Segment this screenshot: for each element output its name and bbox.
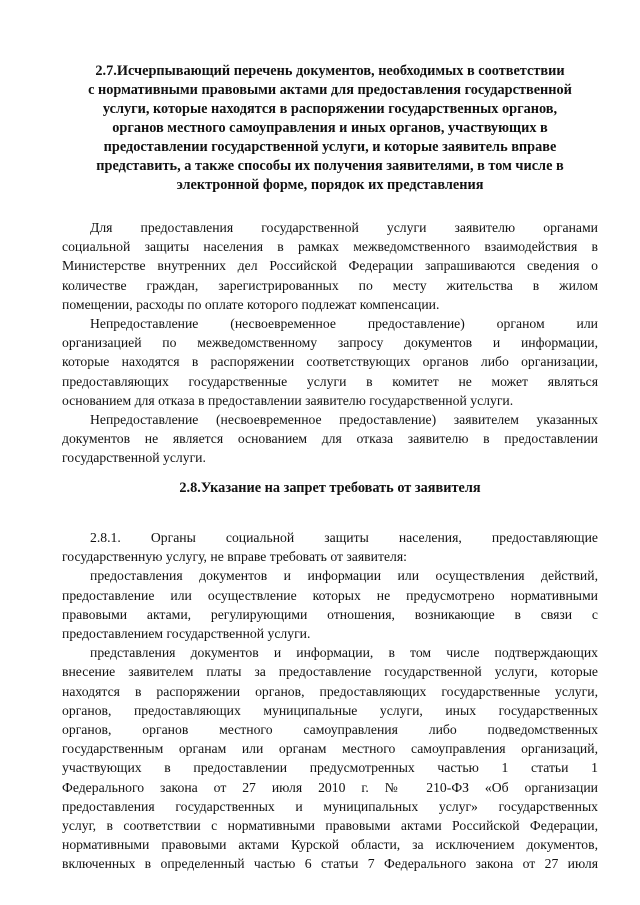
- text-line: государственным органам или органам местного самоуправления организаций,: [62, 741, 598, 757]
- text-line: которые находятся в распоряжении соответствующих органов либо организации,: [62, 354, 598, 370]
- text-line: социальной защиты населения в рамках межведомственного взаимодействия в: [62, 239, 598, 255]
- heading-line: 2.7.Исчерпывающий перечень документов, необходимых в соответствии: [95, 63, 565, 79]
- text-line: количестве граждан, зарегистрированных по месту жительства в жилом: [62, 277, 598, 293]
- paragraph: [62, 410, 598, 468]
- text-line: основанием для отказа в предоставлении заявителю государственной услуги.: [62, 392, 514, 408]
- text-line: предоставления документов и информации или осуществления действий,: [90, 568, 598, 584]
- text-line: организацией по межведомственному запросу документов и информации,: [62, 335, 598, 351]
- heading-line: 2.8.Указание на запрет требовать от заявителя: [179, 480, 481, 496]
- text-line: правовыми актами, регулирующими отношения, возникающие в связи с: [62, 606, 598, 622]
- heading-line: предоставлении государственной услуги, и которые заявитель вправе: [103, 139, 557, 155]
- text-line: Непредоставление (несвоевременное предоставление) заявителем указанных: [90, 412, 598, 428]
- paragraph: [62, 643, 598, 873]
- text-line: предоставления государственных и муниципальных услуг» государственных: [62, 798, 598, 814]
- text-line: представления документов и информации, в том числе подтверждающих: [90, 645, 598, 661]
- text-line: государственной услуги.: [62, 450, 206, 466]
- text-line: Для предоставления государственной услуги заявителю органами: [90, 220, 598, 235]
- text-line: предоставляющих государственные услуги в комитет не может являться: [62, 373, 598, 389]
- text-line: услуг, в соответствии с нормативными правовыми актами Российской Федерации,: [62, 818, 598, 834]
- heading-line: электронной форме, порядок их представления: [176, 177, 484, 193]
- text-line: помещении, расходы по оплате которого подлежат компенсации.: [62, 296, 440, 312]
- text-line: Федерального закона от 27 июля 2010 г. № 210-ФЗ «Об организации: [62, 779, 598, 795]
- text-line: предоставлением государственной услуги.: [62, 626, 311, 642]
- heading-line: представить, а также способы их получения заявителями, в том числе в: [96, 158, 564, 174]
- section-2-7-heading: [62, 62, 598, 195]
- text-line: Непредоставление (несвоевременное предоставление) органом или: [90, 316, 598, 332]
- text-line: органов, органов местного самоуправления либо подведомственных: [62, 722, 598, 738]
- section-2-8-heading: [62, 479, 598, 498]
- text-line: органов, предоставляющих муниципальные услуги, иных государственных: [62, 702, 598, 718]
- section-2-8-body: [62, 528, 598, 874]
- heading-line: с нормативными правовыми актами для предоставления государственной: [88, 82, 572, 98]
- text-line: 2.8.1. Органы социальной защиты населения, предоставляющие: [90, 530, 598, 545]
- text-line: внесение заявителем платы за предоставление государственной услуги, которые: [62, 664, 598, 680]
- text-line: находятся в распоряжении органов, предоставляющих государственные услуги,: [62, 683, 598, 699]
- text-line: Министерстве внутренних дел Российской Федерации запрашиваются сведения о: [62, 258, 598, 274]
- text-line: документов не является основанием для отказа заявителю в предоставлении: [62, 431, 598, 447]
- section-2-7-body: [62, 218, 598, 468]
- text-line: включенных в определенный частью 6 статьи 7 Федерального закона от 27 июля: [62, 856, 598, 872]
- text-line: нормативными правовыми актами Курской области, за исключением документов,: [62, 837, 598, 853]
- heading-line: органов местного самоуправления и иных органов, участвующих в: [112, 120, 548, 136]
- text-line: предоставление или осуществление которых не предусмотрено нормативными: [62, 587, 598, 603]
- text-line: участвующих в предоставлении предусмотренных частью 1 статьи 1: [62, 760, 598, 776]
- paragraph: [62, 218, 598, 314]
- paragraph: [62, 314, 598, 410]
- text-line: государственную услугу, не вправе требовать от заявителя:: [62, 549, 407, 565]
- heading-line: услуги, которые находятся в распоряжении государственных органов,: [102, 101, 558, 117]
- paragraph: [62, 528, 598, 566]
- paragraph: [62, 566, 598, 643]
